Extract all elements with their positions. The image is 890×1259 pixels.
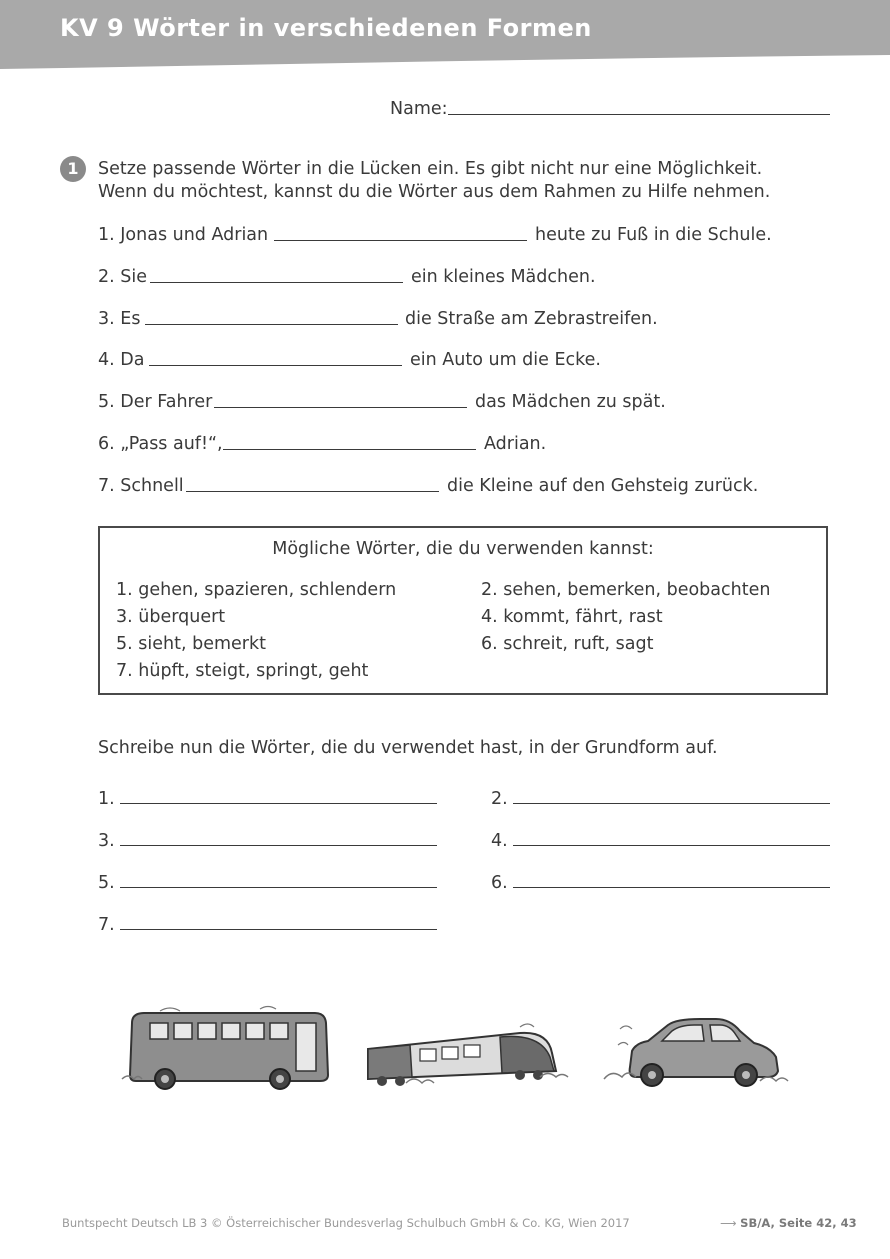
word-box-item-3: 3. überquert — [116, 607, 226, 627]
sentence-7-start: 7. Schnell — [98, 476, 184, 496]
word-box-item-1: 1. gehen, spazieren, schlendern — [116, 580, 397, 600]
grundform-label-6: 6. — [491, 873, 508, 893]
word-box-item-4: 4. kommt, fährt, rast — [481, 607, 663, 627]
sentence-6-end: Adrian. — [484, 434, 547, 454]
sentence-7-end: die Kleine auf den Gehsteig zurück. — [447, 476, 759, 496]
grundform-blank-6[interactable] — [513, 887, 830, 888]
sentence-1-blank[interactable] — [274, 240, 527, 241]
grundform-label-7: 7. — [98, 915, 115, 935]
sentence-5-end: das Mädchen zu spät. — [475, 392, 666, 412]
sentence-2-blank[interactable] — [150, 282, 403, 283]
car-icon — [604, 1019, 788, 1086]
sentence-5-start: 5. Der Fahrer — [98, 392, 213, 412]
grundform-label-2: 2. — [491, 789, 508, 809]
sentence-2-end: ein kleines Mädchen. — [411, 267, 596, 287]
word-box-item-5: 5. sieht, bemerkt — [116, 634, 266, 654]
task-instruction-line1: Setze passende Wörter in die Lücken ein. Es gibt nicht nur eine Möglichkeit. — [98, 159, 763, 179]
sentence-6-blank[interactable] — [223, 449, 476, 450]
train-icon — [368, 1024, 568, 1086]
bus-icon — [122, 1007, 328, 1090]
grundform-label-1: 1. — [98, 789, 115, 809]
arrow-right-icon: ⟶ — [720, 1216, 737, 1230]
footer-reference — [720, 1216, 857, 1230]
sentence-5-blank[interactable] — [214, 407, 467, 408]
sentence-4-blank[interactable] — [149, 365, 402, 366]
footer-reference-text: SB/A, Seite 42, 43 — [740, 1216, 857, 1230]
sentence-3-end: die Straße am Zebrastreifen. — [405, 309, 658, 329]
sentence-7-blank[interactable] — [186, 491, 439, 492]
page-title: KV 9 Wörter in verschiedenen Formen — [60, 14, 592, 42]
word-box-item-2: 2. sehen, bemerken, beobachten — [481, 580, 771, 600]
grundform-blank-3[interactable] — [120, 845, 437, 846]
sentence-1-end: heute zu Fuß in die Schule. — [535, 225, 772, 245]
word-box-item-7: 7. hüpft, steigt, springt, geht — [116, 661, 369, 681]
sentence-1-start: 1. Jonas und Adrian — [98, 225, 269, 245]
task-number-badge: 1 — [60, 156, 86, 182]
grundform-label-3: 3. — [98, 831, 115, 851]
word-box-item-6: 6. schreit, ruft, sagt — [481, 634, 654, 654]
grundform-blank-1[interactable] — [120, 803, 437, 804]
grundform-blank-5[interactable] — [120, 887, 437, 888]
sentence-4-start: 4. Da — [98, 350, 145, 370]
grundform-label-5: 5. — [98, 873, 115, 893]
sentence-2-start: 2. Sie — [98, 267, 147, 287]
grundform-blank-4[interactable] — [513, 845, 830, 846]
sentence-6-start: 6. „Pass auf!“, — [98, 434, 223, 454]
sentence-4-end: ein Auto um die Ecke. — [410, 350, 601, 370]
grundform-blank-7[interactable] — [120, 929, 437, 930]
name-label: Name: — [390, 99, 448, 119]
task-instruction-line2: Wenn du möchtest, kannst du die Wörter aus dem Rahmen zu Hilfe nehmen. — [98, 182, 771, 202]
word-box-title: Mögliche Wörter, die du verwenden kannst: — [272, 539, 654, 559]
grundform-blank-2[interactable] — [513, 803, 830, 804]
name-field[interactable] — [448, 114, 830, 115]
sentence-3-start: 3. Es — [98, 309, 141, 329]
grundform-instruction: Schreibe nun die Wörter, die du verwendet hast, in der Grundform auf. — [98, 738, 718, 758]
sentence-3-blank[interactable] — [145, 324, 398, 325]
grundform-label-4: 4. — [491, 831, 508, 851]
footer-copyright: Buntspecht Deutsch LB 3 © Österreichischer Bundesverlag Schulbuch GmbH & Co. KG, Wien 2017 — [62, 1216, 630, 1230]
vehicle-illustrations — [120, 1005, 800, 1100]
